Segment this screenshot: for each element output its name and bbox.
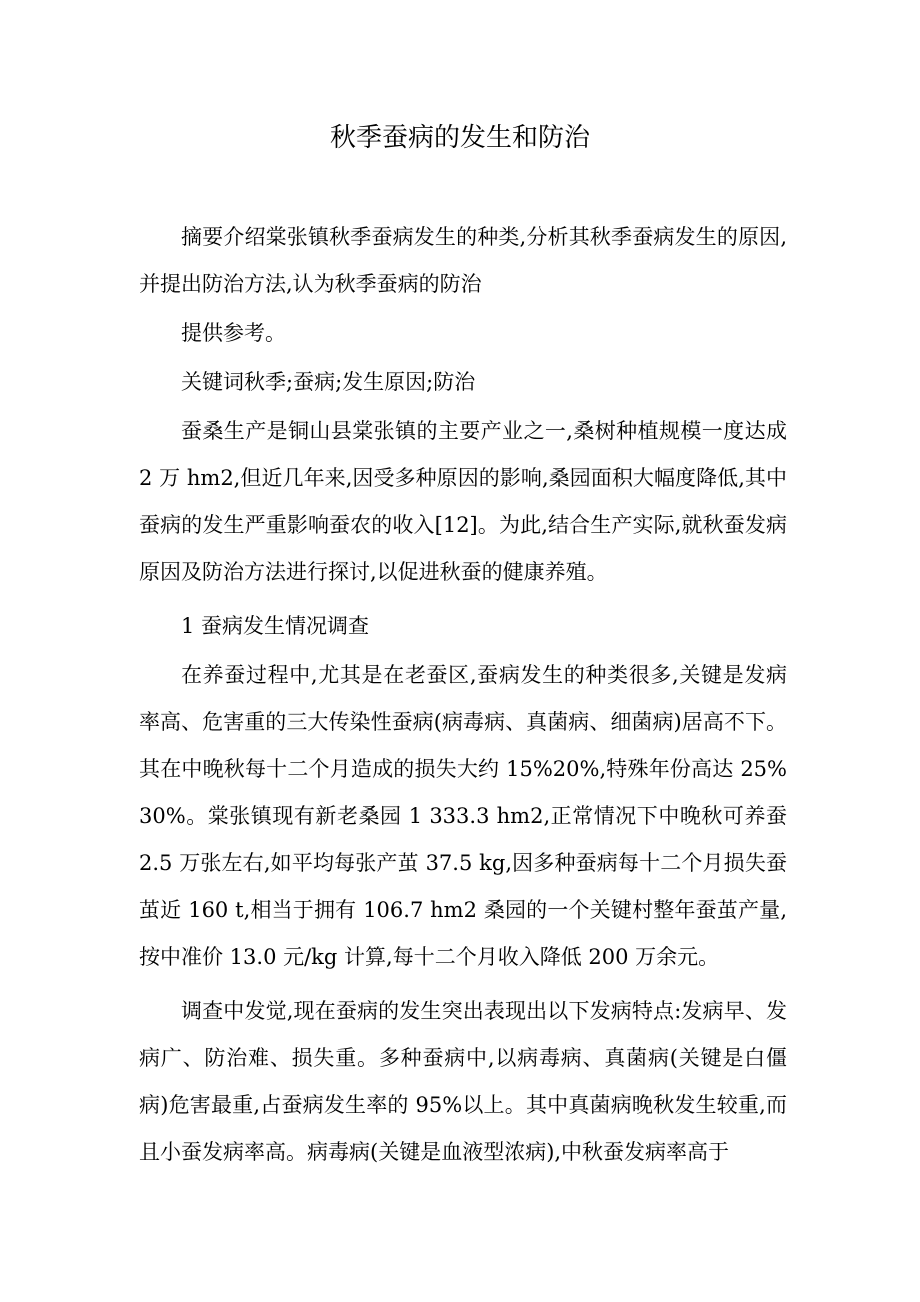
abstract-paragraph: 摘要介绍棠张镇秋季蚕病发生的种类,分析其秋季蚕病发生的原因,并提出防治方法,认为秋季蚕病的防治 [139,225,787,296]
document-title: 秋季蚕病的发生和防治 [329,123,590,153]
intro-paragraph: 蚕桑生产是铜山县棠张镇的主要产业之一,桑树种植规模一度达成 2 万 hm2,但近几年来,因受多种原因的影响,桑园面积大幅度降低,其中蚕病的发生严重影响蚕农的收入[12]。为此,结合生产实际,就秋蚕发病原因及防治方法进行探讨,以促进秋蚕的健康养殖。 [139,419,787,584]
document-body [139,214,787,1183]
keywords-paragraph: 关键词秋季;蚕病;发生原因;防治 [181,370,476,394]
abstract-continuation: 提供参考。 [181,321,286,345]
survey-paragraph: 在养蚕过程中,尤其是在老蚕区,蚕病发生的种类很多,关键是发病率高、危害重的三大传染性蚕病(病毒病、真菌病、细菌病)居高不下。其在中晚秋每十二个月造成的损失大约 15%20%,特殊年份高达 25%30%。棠张镇现有新老桑园 1 333.3 hm2,正常情况下中晚秋可养蚕 2.5 万张左右,如平均每张产茧 37.5 kg,因多种蚕病每十二个月损失蚕茧近 160 t,相当于拥有 106.7 hm2 桑园的一个关键村整年蚕茧产量,按中准价 13.0 元/kg 计算,每十二个月收入降低 200 万余元。 [139,663,787,969]
section-heading: 1 蚕病发生情况调查 [181,614,370,638]
findings-paragraph: 调查中发觉,现在蚕病的发生突出表现出以下发病特点:发病早、发病广、防治难、损失重。多种蚕病中,以病毒病、真菌病(关键是白僵病)危害最重,占蚕病发生率的 95%以上。其中真菌病晚秋发生较重,而且小蚕发病率高。病毒病(关键是血液型浓病),中秋蚕发病率高于 [139,999,787,1164]
